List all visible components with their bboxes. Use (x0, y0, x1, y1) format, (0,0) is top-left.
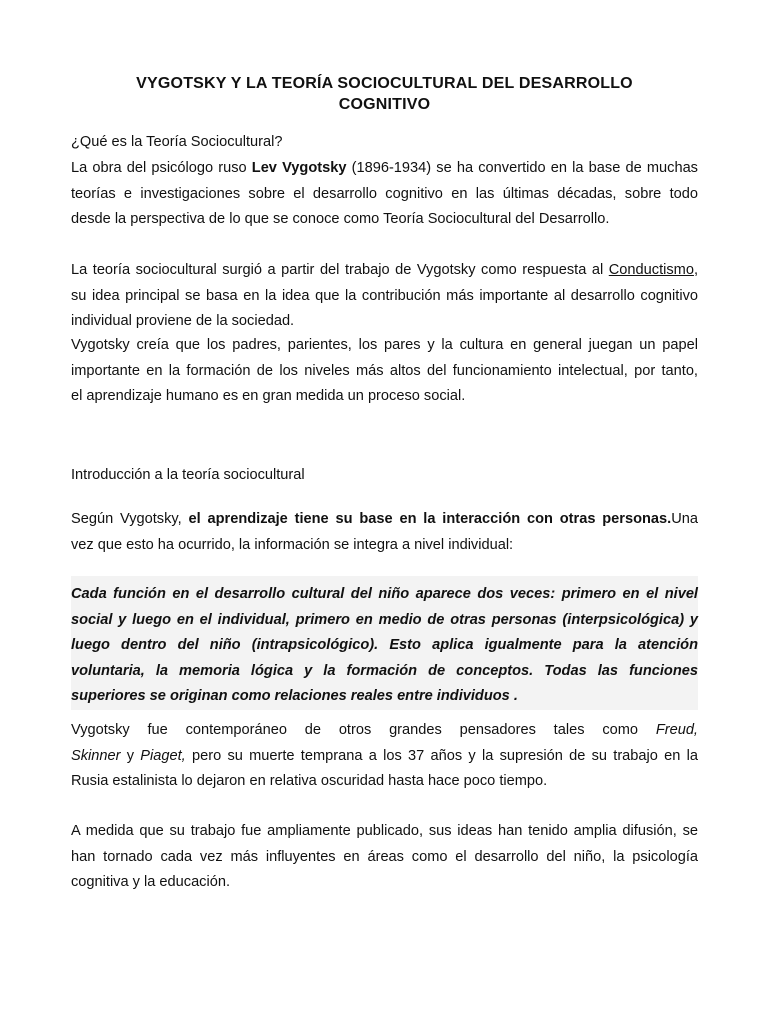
quote-line-1: Cada función en el desarrollo cultural del niño aparece dos veces: primero en el nivel (71, 586, 698, 602)
paragraph-1 (71, 156, 698, 233)
paragraph-3 (71, 333, 698, 410)
document-title (71, 73, 698, 115)
paragraph-4-line-1: Según Vygotsky, el aprendizaje tiene su base en la interacción con otras personas.Una (71, 511, 698, 527)
paragraph-1-line-3: desde la perspectiva de lo que se conoce como Teoría Sociocultural del Desarrollo. (71, 211, 610, 228)
quote-line-4: voluntaria, la memoria lógica y la formación de conceptos. Todas las funciones (71, 662, 698, 679)
paragraph-2-line-3: individual proviene de la sociedad. (71, 313, 295, 330)
quote-text (71, 582, 698, 710)
lev-vygotsky-bold: Lev Vygotsky (251, 160, 347, 176)
paragraph-5-line-1: Vygotsky fue contemporáneo de otros grandes pensadores tales como Freud, (71, 722, 698, 738)
quote-line-5: superiores se originan como relaciones reales entre individuos . (71, 688, 518, 705)
paragraph-5-line-3: Rusia estalinista lo dejaron en relativa oscuridad hasta hace poco tiempo. (71, 773, 548, 790)
paragraph-4 (71, 507, 698, 558)
quote-line-2: social y luego en el individual, primero en medio de otras personas (interpsicológica) y (71, 611, 698, 628)
paragraph-6 (71, 819, 698, 896)
paragraph-6-line-3: cognitiva y la educación. (71, 874, 231, 891)
paragraph-2 (71, 258, 698, 335)
paragraph-5-line-2: Skinner y Piaget, pero su muerte temprana a los 37 años y la supresión de su trabajo en la (71, 747, 698, 764)
title-line-1: VYGOTSKY Y LA TEORÍA SOCIOCULTURAL DEL DESARROLLO (136, 75, 633, 92)
title-line-2: COGNITIVO (338, 96, 431, 113)
paragraph-1-line-1: La obra del psicólogo ruso Lev Vygotsky (1896-1934) se ha convertido en la base de muchas (71, 160, 698, 176)
paragraph-5 (71, 718, 698, 795)
paragraph-2-line-1: La teoría sociocultural surgió a partir del trabajo de Vygotsky como respuesta al Conductismo, (71, 262, 698, 278)
paragraph-2-line-2: su idea principal se basa en la idea que la contribución más importante al desarrollo cognitivo (71, 287, 698, 304)
paragraph-3-line-3: el aprendizaje humano es en gran medida un proceso social. (71, 388, 466, 405)
paragraph-3-line-1: Vygotsky creía que los padres, parientes, los pares y la cultura en general juegan un papel (71, 337, 698, 353)
highlighted-quote (71, 576, 698, 710)
learning-bold-statement: el aprendizaje tiene su base en la interacción con otras personas. (188, 511, 672, 527)
paragraph-6-line-1: A medida que su trabajo fue ampliamente publicado, sus ideas han tenido amplia difusión, se (71, 823, 698, 839)
paragraph-3-line-2: importante en la formación de los niveles más altos del funcionamiento intelectual, por tanto, (71, 362, 698, 379)
quote-line-3: luego dentro del niño (intrapsicológico). Esto aplica igualmente para la atención (71, 637, 698, 654)
paragraph-4-line-2: vez que esto ha ocurrido, la información se integra a nivel individual: (71, 536, 514, 553)
subheading: Introducción a la teoría sociocultural (71, 467, 305, 483)
paragraph-6-line-2: han tornado cada vez más influyentes en áreas como el desarrollo del niño, la psicología (71, 848, 698, 865)
paragraph-1-line-2: teorías e investigaciones sobre el desarrollo cognitivo en las últimas décadas, sobre todo (71, 185, 698, 202)
conductismo-link[interactable]: Conductismo (608, 262, 694, 278)
question-heading: ¿Qué es la Teoría Sociocultural? (71, 134, 283, 150)
